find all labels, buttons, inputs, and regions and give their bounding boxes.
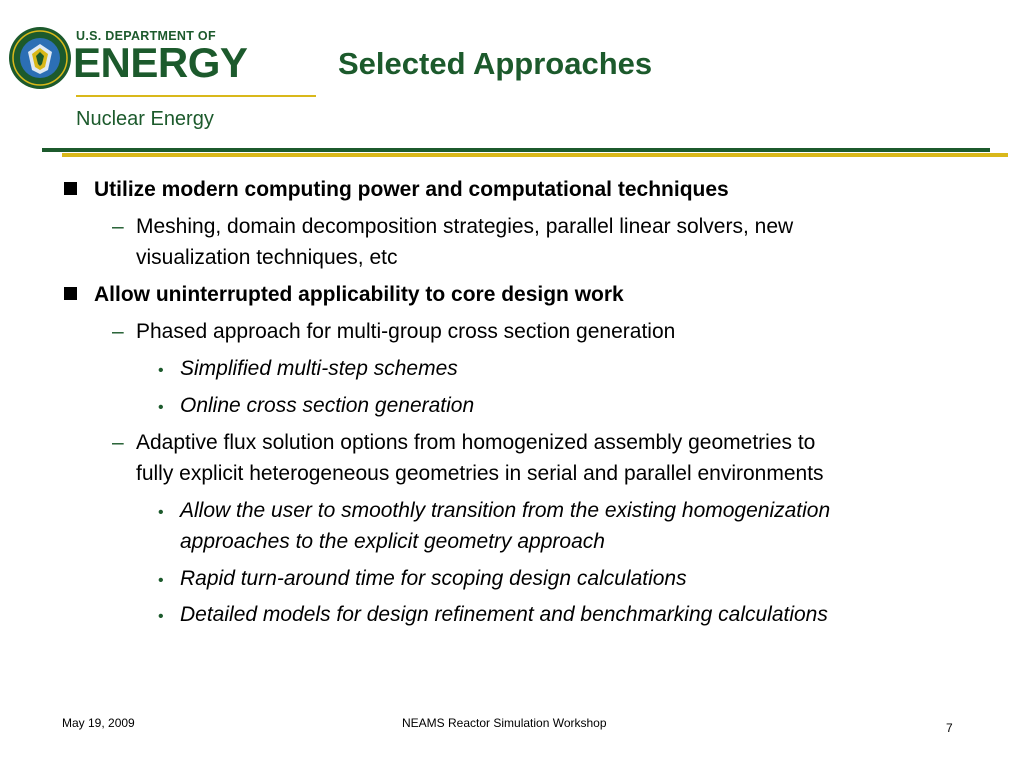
sub-bullet-item (112, 427, 815, 458)
sub-bullet-item (112, 211, 793, 242)
logo-divider (76, 95, 316, 97)
sub-sub-bullet-text: Simplified multi-step schemes (180, 357, 458, 380)
sub-sub-bullet-item (158, 599, 828, 632)
sub-bullet-text: visualization techniques, etc (136, 246, 398, 269)
logo-subtitle: Nuclear Energy (76, 108, 214, 130)
dot-bullet-icon: • (158, 572, 164, 589)
sub-bullet-continuation (112, 458, 824, 489)
sub-sub-bullet-item (158, 353, 458, 386)
footer-event: NEAMS Reactor Simulation Workshop (402, 716, 607, 730)
bullet-item (64, 279, 624, 310)
dash-bullet-icon: – (112, 431, 124, 454)
sub-sub-bullet-item (158, 495, 830, 528)
sub-sub-bullet-text: Detailed models for design refinement and benchmarking calculations (180, 603, 828, 626)
sub-sub-bullet-continuation (180, 526, 605, 557)
dot-bullet-icon: • (158, 399, 164, 416)
sub-bullet-item (112, 316, 675, 347)
logo-energy-text: ENERGY (73, 39, 248, 86)
bullet-text: Allow uninterrupted applicability to core design work (94, 283, 624, 306)
sub-sub-bullet-text: Online cross section generation (180, 394, 475, 417)
dash-bullet-icon: – (112, 320, 124, 343)
bullet-item (64, 174, 729, 205)
logo-department-text: U.S. DEPARTMENT OF (76, 29, 216, 43)
sub-bullet-text: fully explicit heterogeneous geometries in serial and parallel environments (136, 462, 824, 485)
page-number: 7 (946, 721, 953, 735)
sub-sub-bullet-item (158, 390, 474, 423)
dot-bullet-icon: • (158, 362, 164, 379)
dot-bullet-icon: • (158, 504, 164, 521)
sub-sub-bullet-item (158, 563, 687, 596)
sub-bullet-continuation (112, 242, 398, 273)
sub-sub-bullet-text: approaches to the explicit geometry approach (180, 530, 605, 553)
sub-sub-bullet-text: Allow the user to smoothly transition from the existing homogenization (180, 499, 831, 522)
sub-sub-bullet-text: Rapid turn-around time for scoping design calculations (180, 567, 687, 590)
sub-bullet-text: Meshing, domain decomposition strategies, parallel linear solvers, new (136, 215, 794, 238)
sub-bullet-text: Phased approach for multi-group cross section generation (136, 320, 676, 343)
footer-date: May 19, 2009 (62, 716, 135, 730)
dash-bullet-icon: – (112, 215, 124, 238)
doe-seal-icon (8, 26, 72, 90)
square-bullet-icon (64, 287, 77, 300)
header-rule-gold (62, 153, 1008, 157)
sub-bullet-text: Adaptive flux solution options from homogenized assembly geometries to (136, 431, 816, 454)
slide-title: Selected Approaches (338, 46, 653, 81)
header-rule-green (42, 148, 990, 152)
bullet-text: Utilize modern computing power and computational techniques (94, 178, 729, 201)
dot-bullet-icon: • (158, 608, 164, 625)
square-bullet-icon (64, 182, 77, 195)
